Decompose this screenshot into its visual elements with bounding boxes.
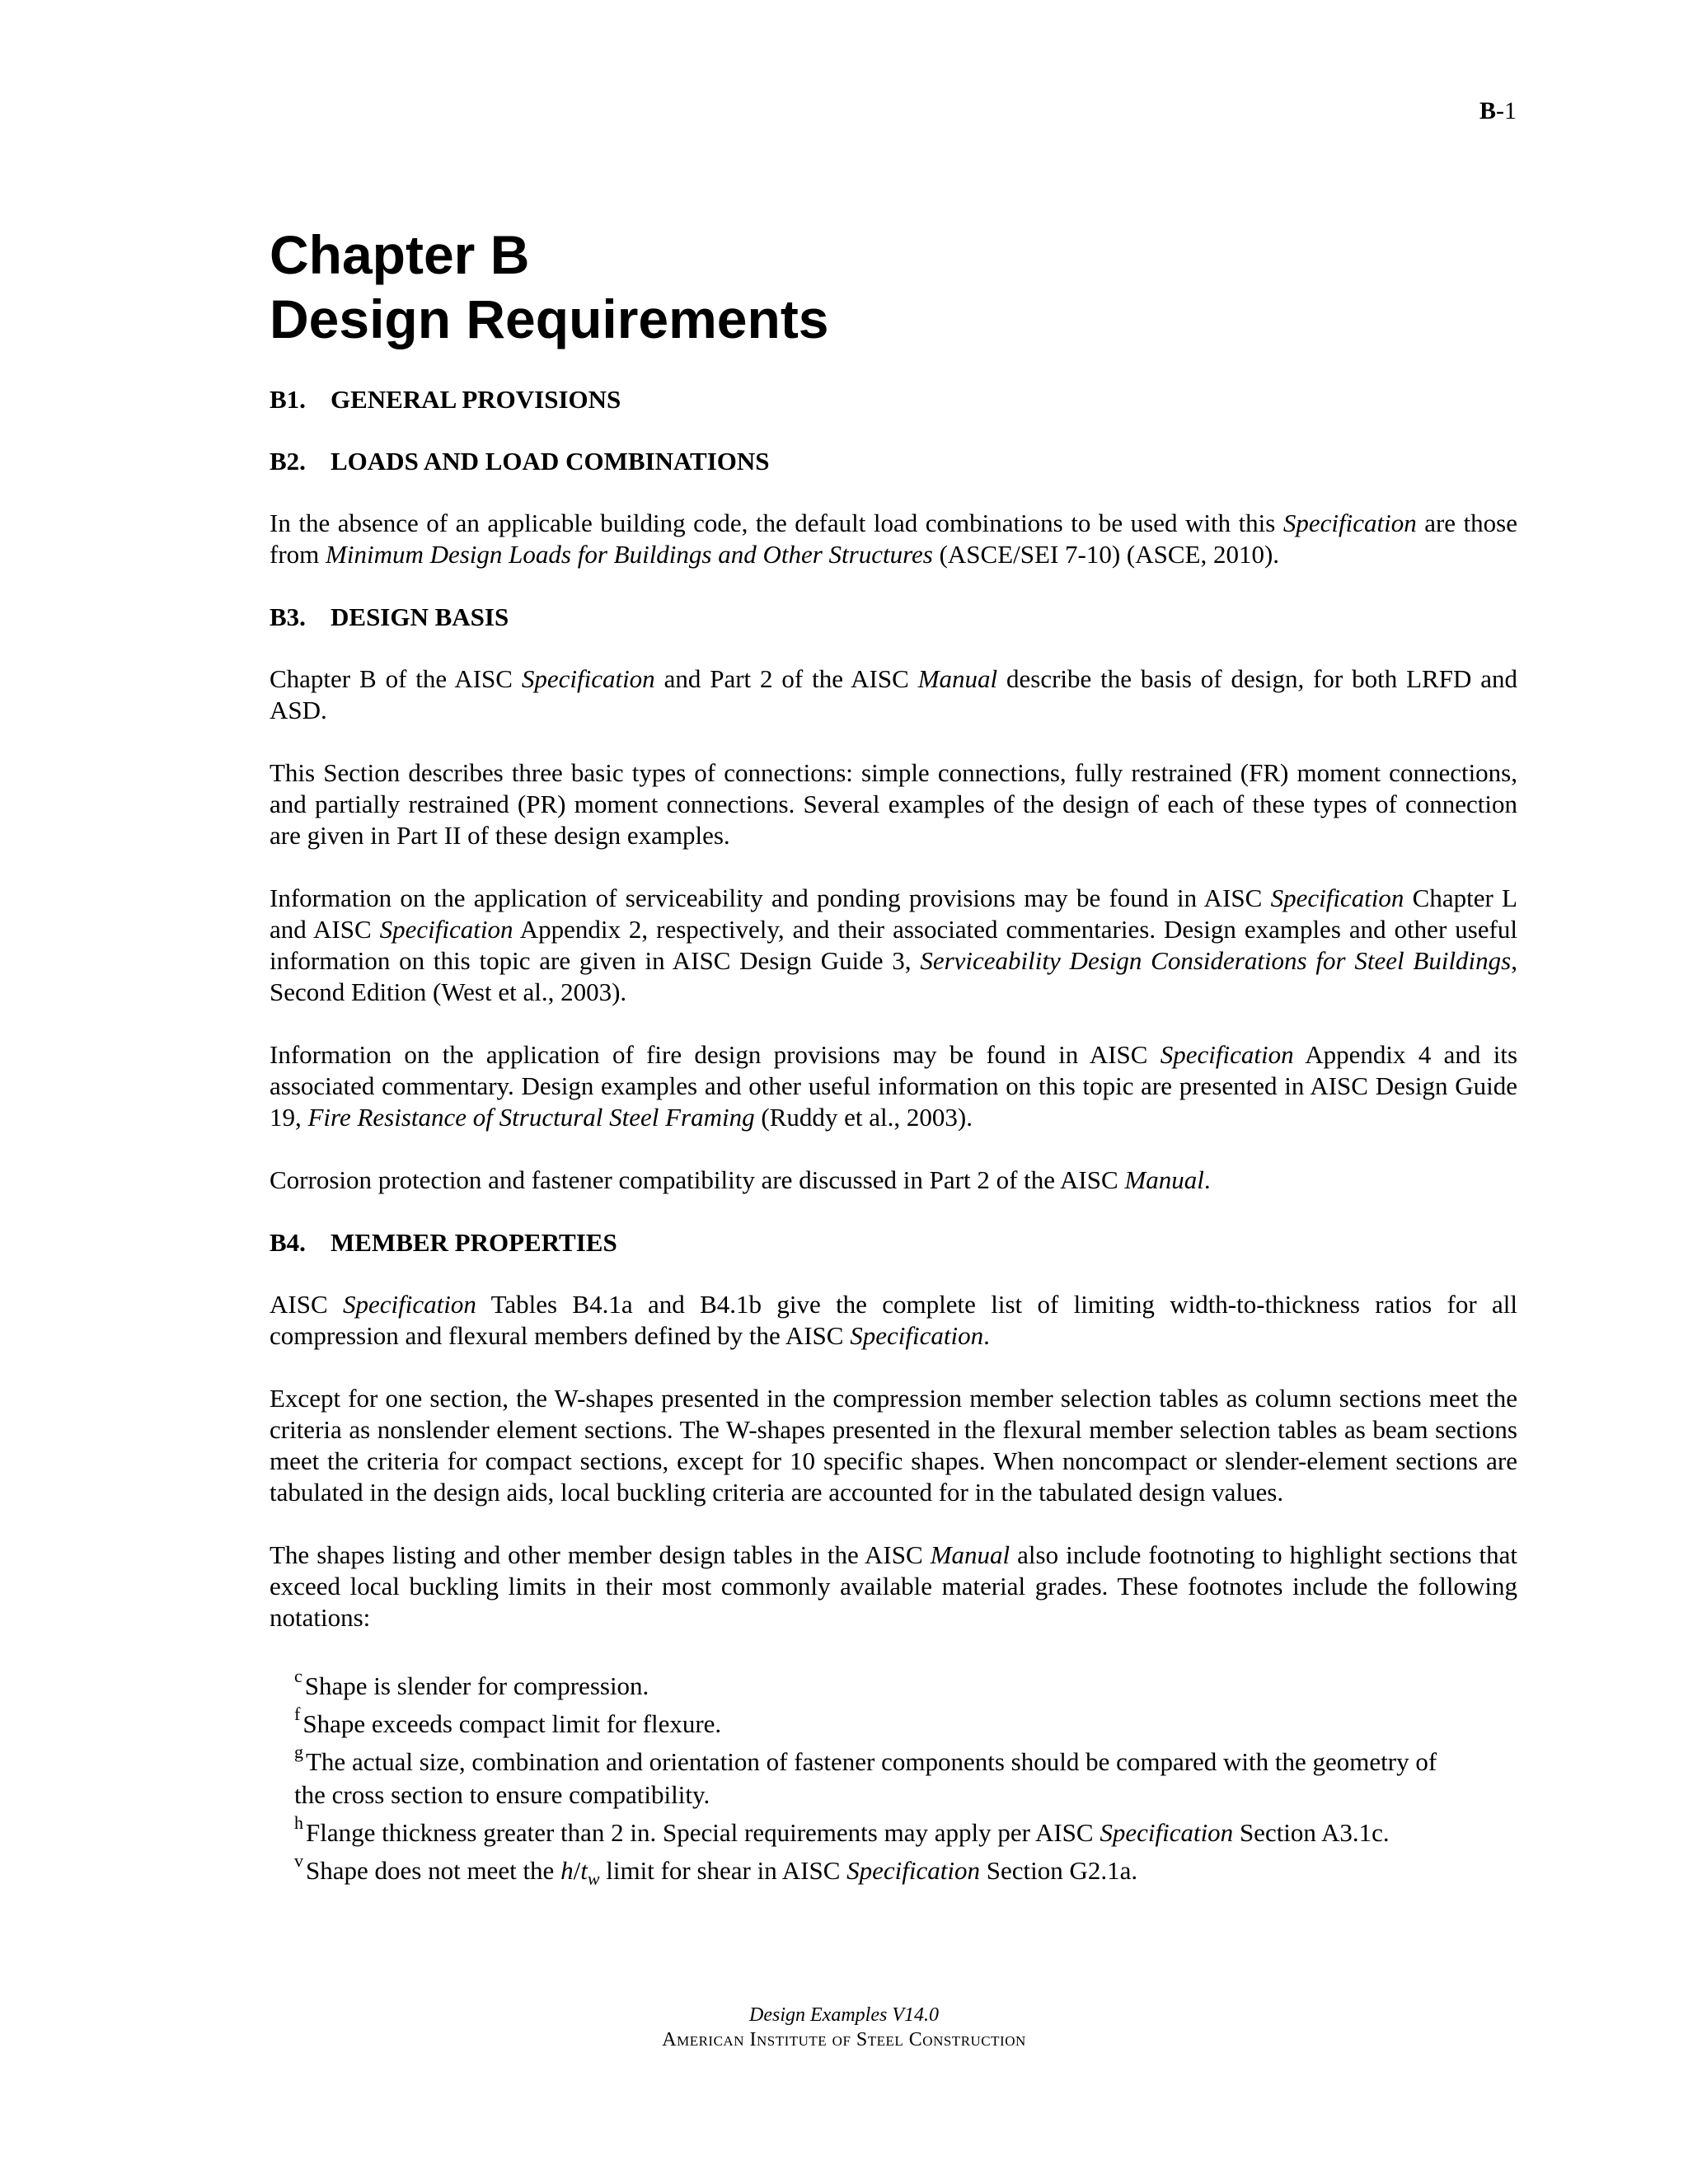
- chapter-title: [270, 223, 1517, 351]
- page-number: [1479, 97, 1517, 125]
- notation-v: $^v$Shape does not meet the $h/t_w$ limit for shear in AISC Specification Section G2.1a.: [294, 1849, 1138, 1890]
- notation-mark: c: [294, 1665, 302, 1686]
- notation-f: $^f$Shape exceeds compact limit for flexure.: [294, 1703, 722, 1738]
- notation-g: $^g$The actual size, combination and orientation of fastener components should be compared with the geometry of the cross section to ensure compatibility.: [294, 1741, 1437, 1809]
- page-number-suffix: -1: [1496, 97, 1517, 124]
- paragraph: Information on the application of serviceability and ponding provisions may be found in AISC Specification Chapter L and AISC Specification Appendix 2, respectively, and their associated commentaries. Design examples and other useful information on this topic are given in AISC Design Guide 3, Serviceability Design Considerations for Steel Buildings, Second Edition (West et al., 2003).: [270, 883, 1517, 1006]
- paragraph: AISC Specification Tables B4.1a and B4.1b give the complete list of limiting width-to-thickness ratios for all compression and flexural members defined by the AISC Specification.: [270, 1290, 1517, 1350]
- section-heading-b4: [270, 1227, 1517, 1258]
- paragraph: Information on the application of fire design provisions may be found in AISC Specification Appendix 4 and its associated commentary. Design examples and other useful information on this topic are presented in AISC Design Guide 19, Fire Resistance of Structural Steel Framing (Ruddy et al., 2003).: [270, 1040, 1518, 1132]
- footer-title: Design Examples V14.0: [749, 2004, 939, 2026]
- paragraph: Corrosion protection and fastener compatibility are discussed in Part 2 of the AISC Manual.: [270, 1165, 1211, 1194]
- section-number: B3.: [270, 602, 306, 631]
- section-number: B2.: [270, 447, 306, 476]
- section-heading-b3: [270, 602, 1517, 633]
- notation-mark: g: [294, 1741, 303, 1762]
- paragraph: This Section describes three basic types of connections: simple connections, fully restrained (FR) moment connections, and partially restrained (PR) moment connections. Several examples of the design of each of these types of connection are given in Part II of these design examples.: [270, 758, 1517, 850]
- section-heading-b2: [270, 446, 1517, 477]
- section-title: MEMBER PROPERTIES: [331, 1228, 617, 1257]
- notation-mark: f: [294, 1703, 301, 1724]
- notation-mark: h: [294, 1811, 303, 1833]
- notation-h: $^h$Flange thickness greater than 2 in. Special requirements may apply per AISC Specification Section A3.1c.: [294, 1811, 1390, 1847]
- notation-c: $^c$Shape is slender for compression.: [294, 1665, 649, 1700]
- section-number: B4.: [270, 1228, 306, 1257]
- footer-publisher: American Institute of Steel Construction: [662, 2029, 1026, 2050]
- page-footer: [0, 2003, 1688, 2052]
- document-body: [270, 223, 1517, 1900]
- section-number: B1.: [270, 385, 306, 414]
- paragraph: Except for one section, the W-shapes presented in the compression member selection tables as column sections meet the criteria as nonslender element sections. The W-shapes presented in the flexural member selection tables as beam sections meet the criteria for compact sections, except for 10 specific shapes. When noncompact or slender-element sections are tabulated in the design aids, local buckling criteria are accounted for in the tabulated design values.: [270, 1384, 1517, 1507]
- section-heading-b1: [270, 384, 1517, 415]
- notation-mark: v: [294, 1849, 303, 1871]
- paragraph: Chapter B of the AISC Specification and Part 2 of the AISC Manual describe the basis of design, for both LRFD and ASD.: [270, 664, 1517, 724]
- paragraph: The shapes listing and other member design tables in the AISC Manual also include footnoting to highlight sections that exceed local buckling limits in their most commonly available material grades. These footnotes include the following notations:: [270, 1540, 1518, 1632]
- chapter-label: Chapter B: [270, 224, 530, 285]
- section-title: LOADS AND LOAD COMBINATIONS: [331, 447, 770, 476]
- chapter-name: Design Requirements: [270, 288, 829, 349]
- section-title: DESIGN BASIS: [331, 602, 509, 631]
- paragraph: In the absence of an applicable building code, the default load combinations to be used with this Specification are those from Minimum Design Loads for Buildings and Other Structures (ASCE/SEI 7-10) (ASCE, 2010).: [270, 509, 1518, 569]
- section-title: GENERAL PROVISIONS: [331, 385, 621, 414]
- footnote-notations: [294, 1665, 1517, 1896]
- page-number-prefix: B: [1479, 97, 1496, 124]
